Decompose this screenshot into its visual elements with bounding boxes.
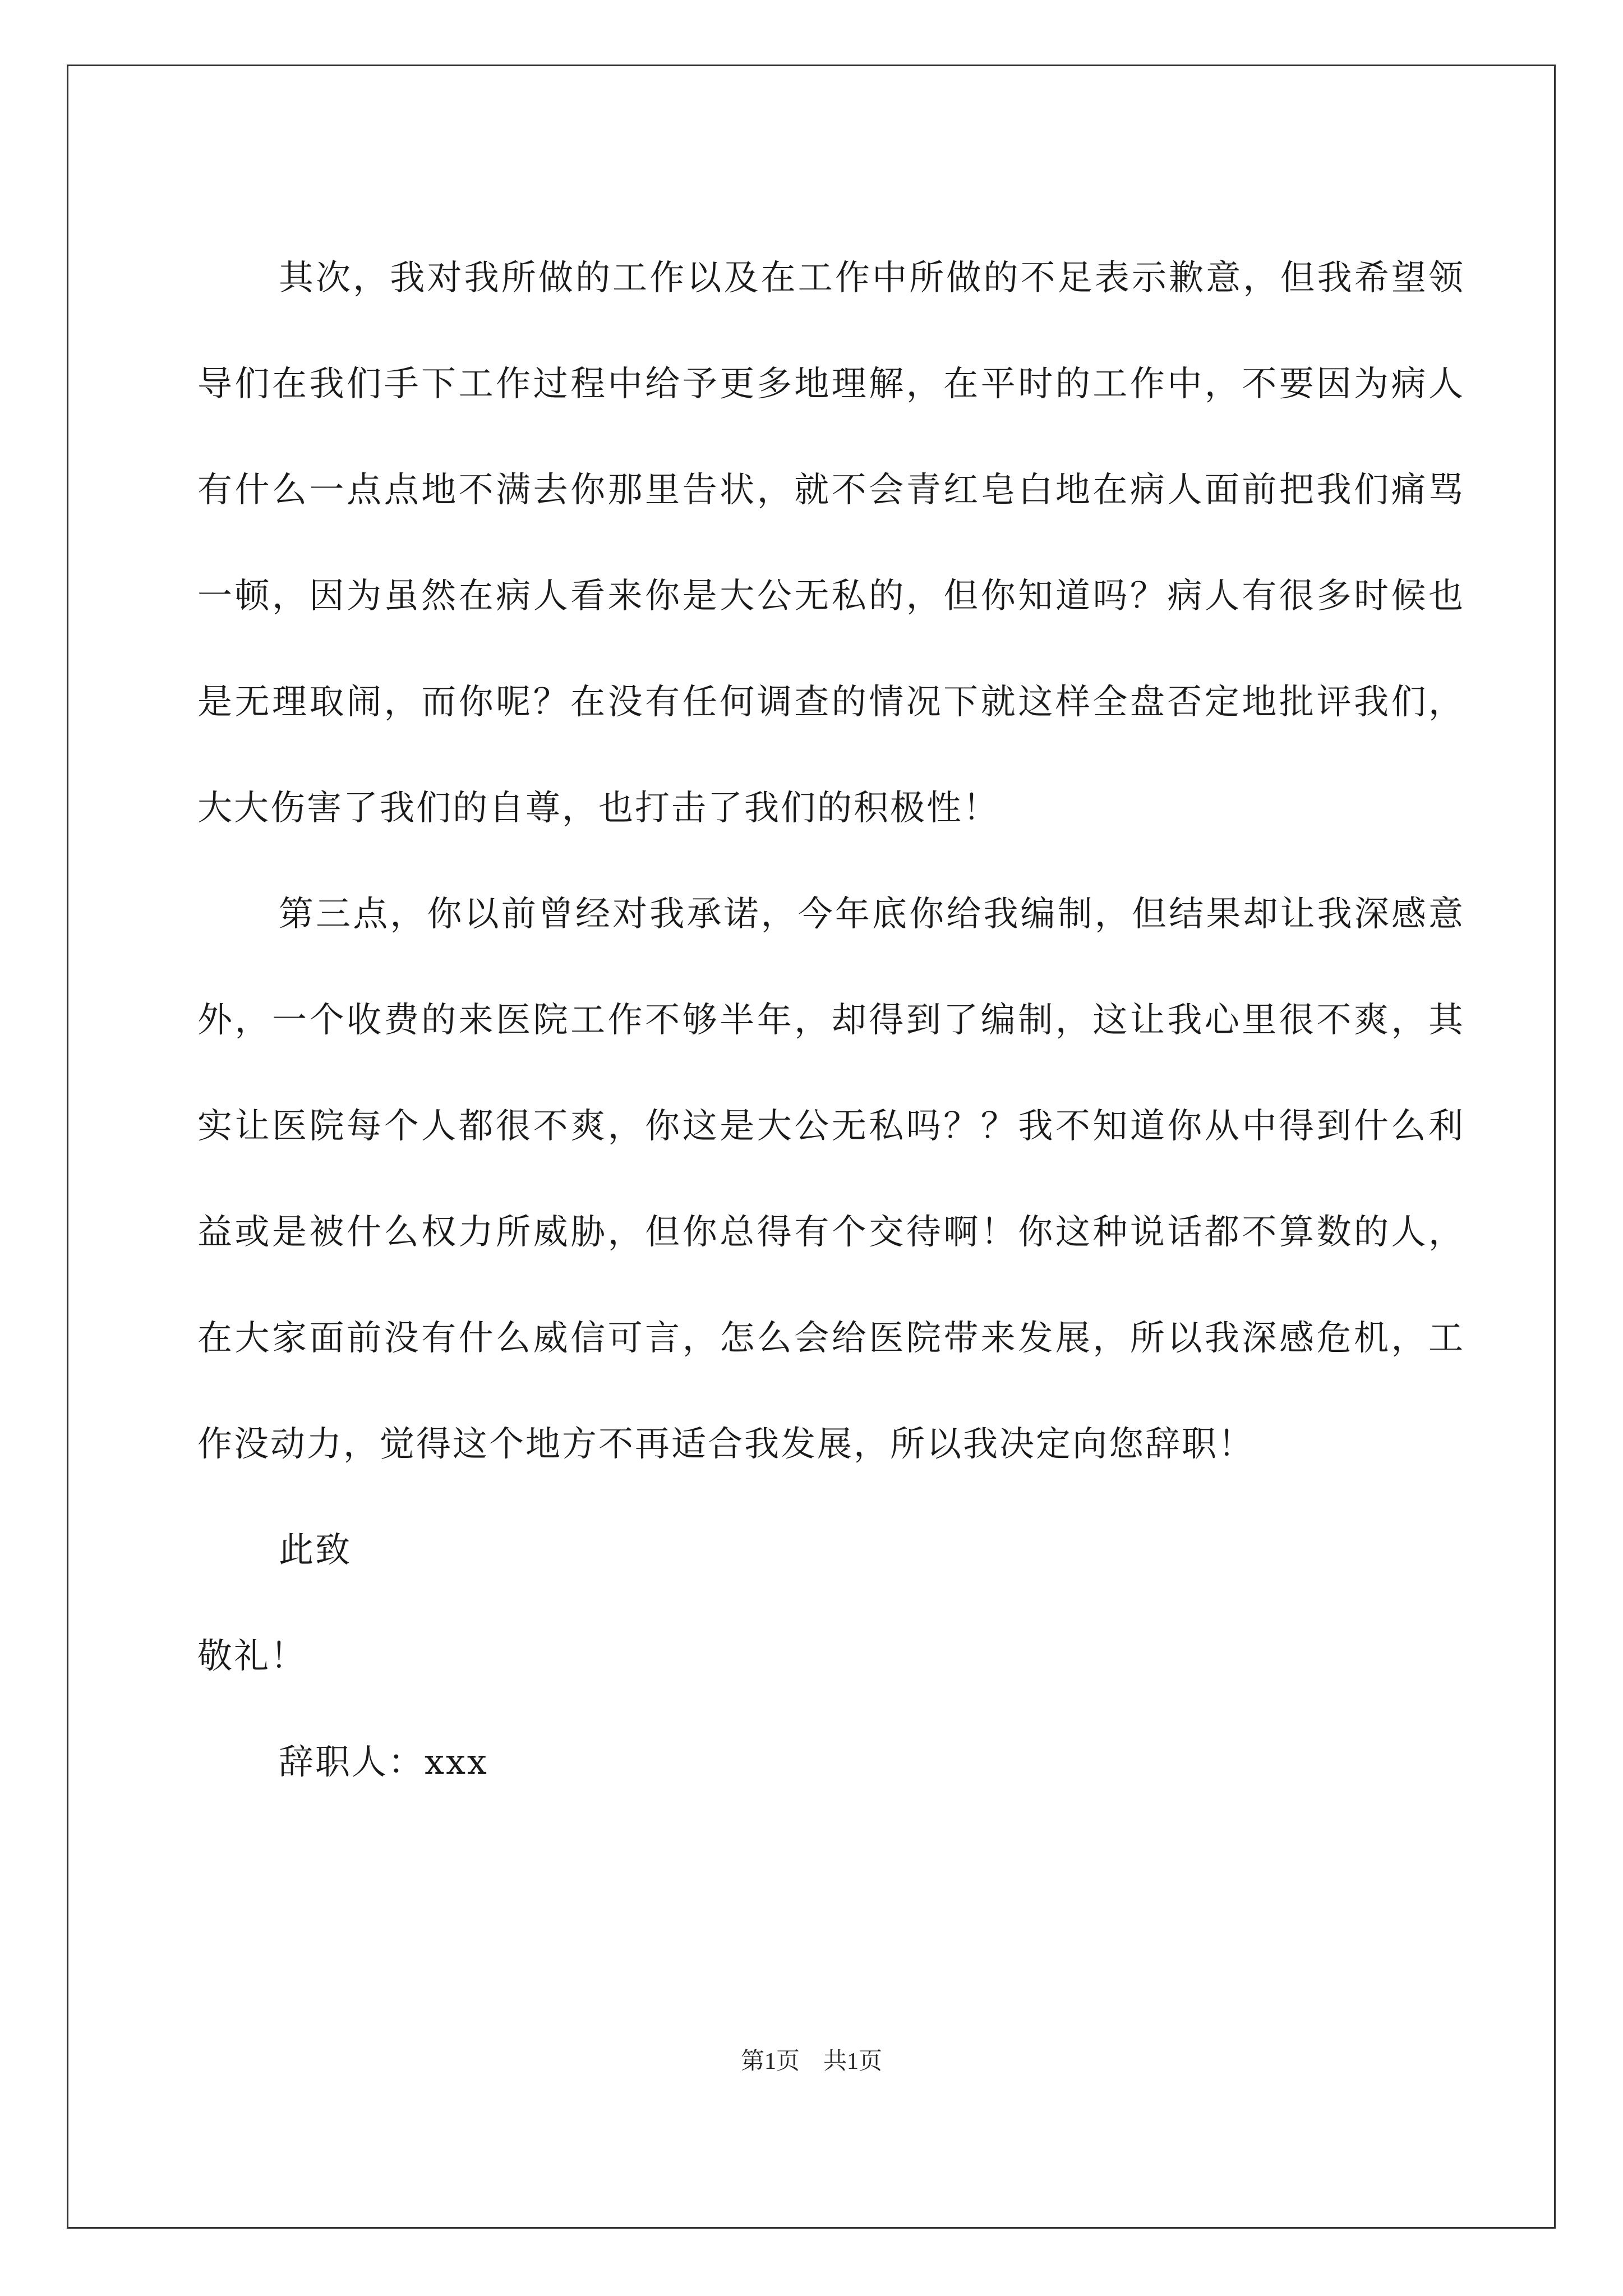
page-footer [0, 2045, 1623, 2078]
salute-line [197, 1603, 1465, 1709]
salute-text: 敬礼！ [197, 1635, 307, 1676]
paragraph-third-point-text: 第三点，你以前曾经对我承诺，今年底你给我编制，但结果却让我深感意外，一个收费的来医院工作不够半年，却得到了编制，这让我心里很不爽，其实让医院每个人都很不爽，你这是大公无私吗？？我不知道你从中得到什么利益或是被什么权力所威胁，但你总得有个交待啊！你这种说话都不算数的人，在大家面前没有什么威信可言，怎么会给医院带来发展，所以我深感危机，工作没动力，觉得这个地方不再适合我发展，所以我决定向您辞职！ [197, 893, 1465, 1464]
letter-body [197, 224, 1465, 1815]
signature-text: 辞职人：xxx [279, 1741, 488, 1782]
closing-text: 此致 [279, 1529, 352, 1570]
paragraph-apology [197, 224, 1465, 861]
paragraph-apology-text: 其次，我对我所做的工作以及在工作中所做的不足表示歉意，但我希望领导们在我们手下工作过程中给予更多地理解，在平时的工作中，不要因为病人有什么一点点地不满去你那里告状，就不会青红皂白地在病人面前把我们痛骂一顿，因为虽然在病人看来你是大公无私的，但你知道吗？病人有很多时候也是无理取闹，而你呢？在没有任何调查的情况下就这样全盘否定地批评我们，大大伤害了我们的自尊，也打击了我们的积极性！ [197, 257, 1465, 828]
paragraph-third-point [197, 861, 1465, 1497]
page-number: 第1页 共1页 [740, 2049, 882, 2074]
closing-line [197, 1497, 1465, 1603]
signature-line [197, 1709, 1465, 1815]
